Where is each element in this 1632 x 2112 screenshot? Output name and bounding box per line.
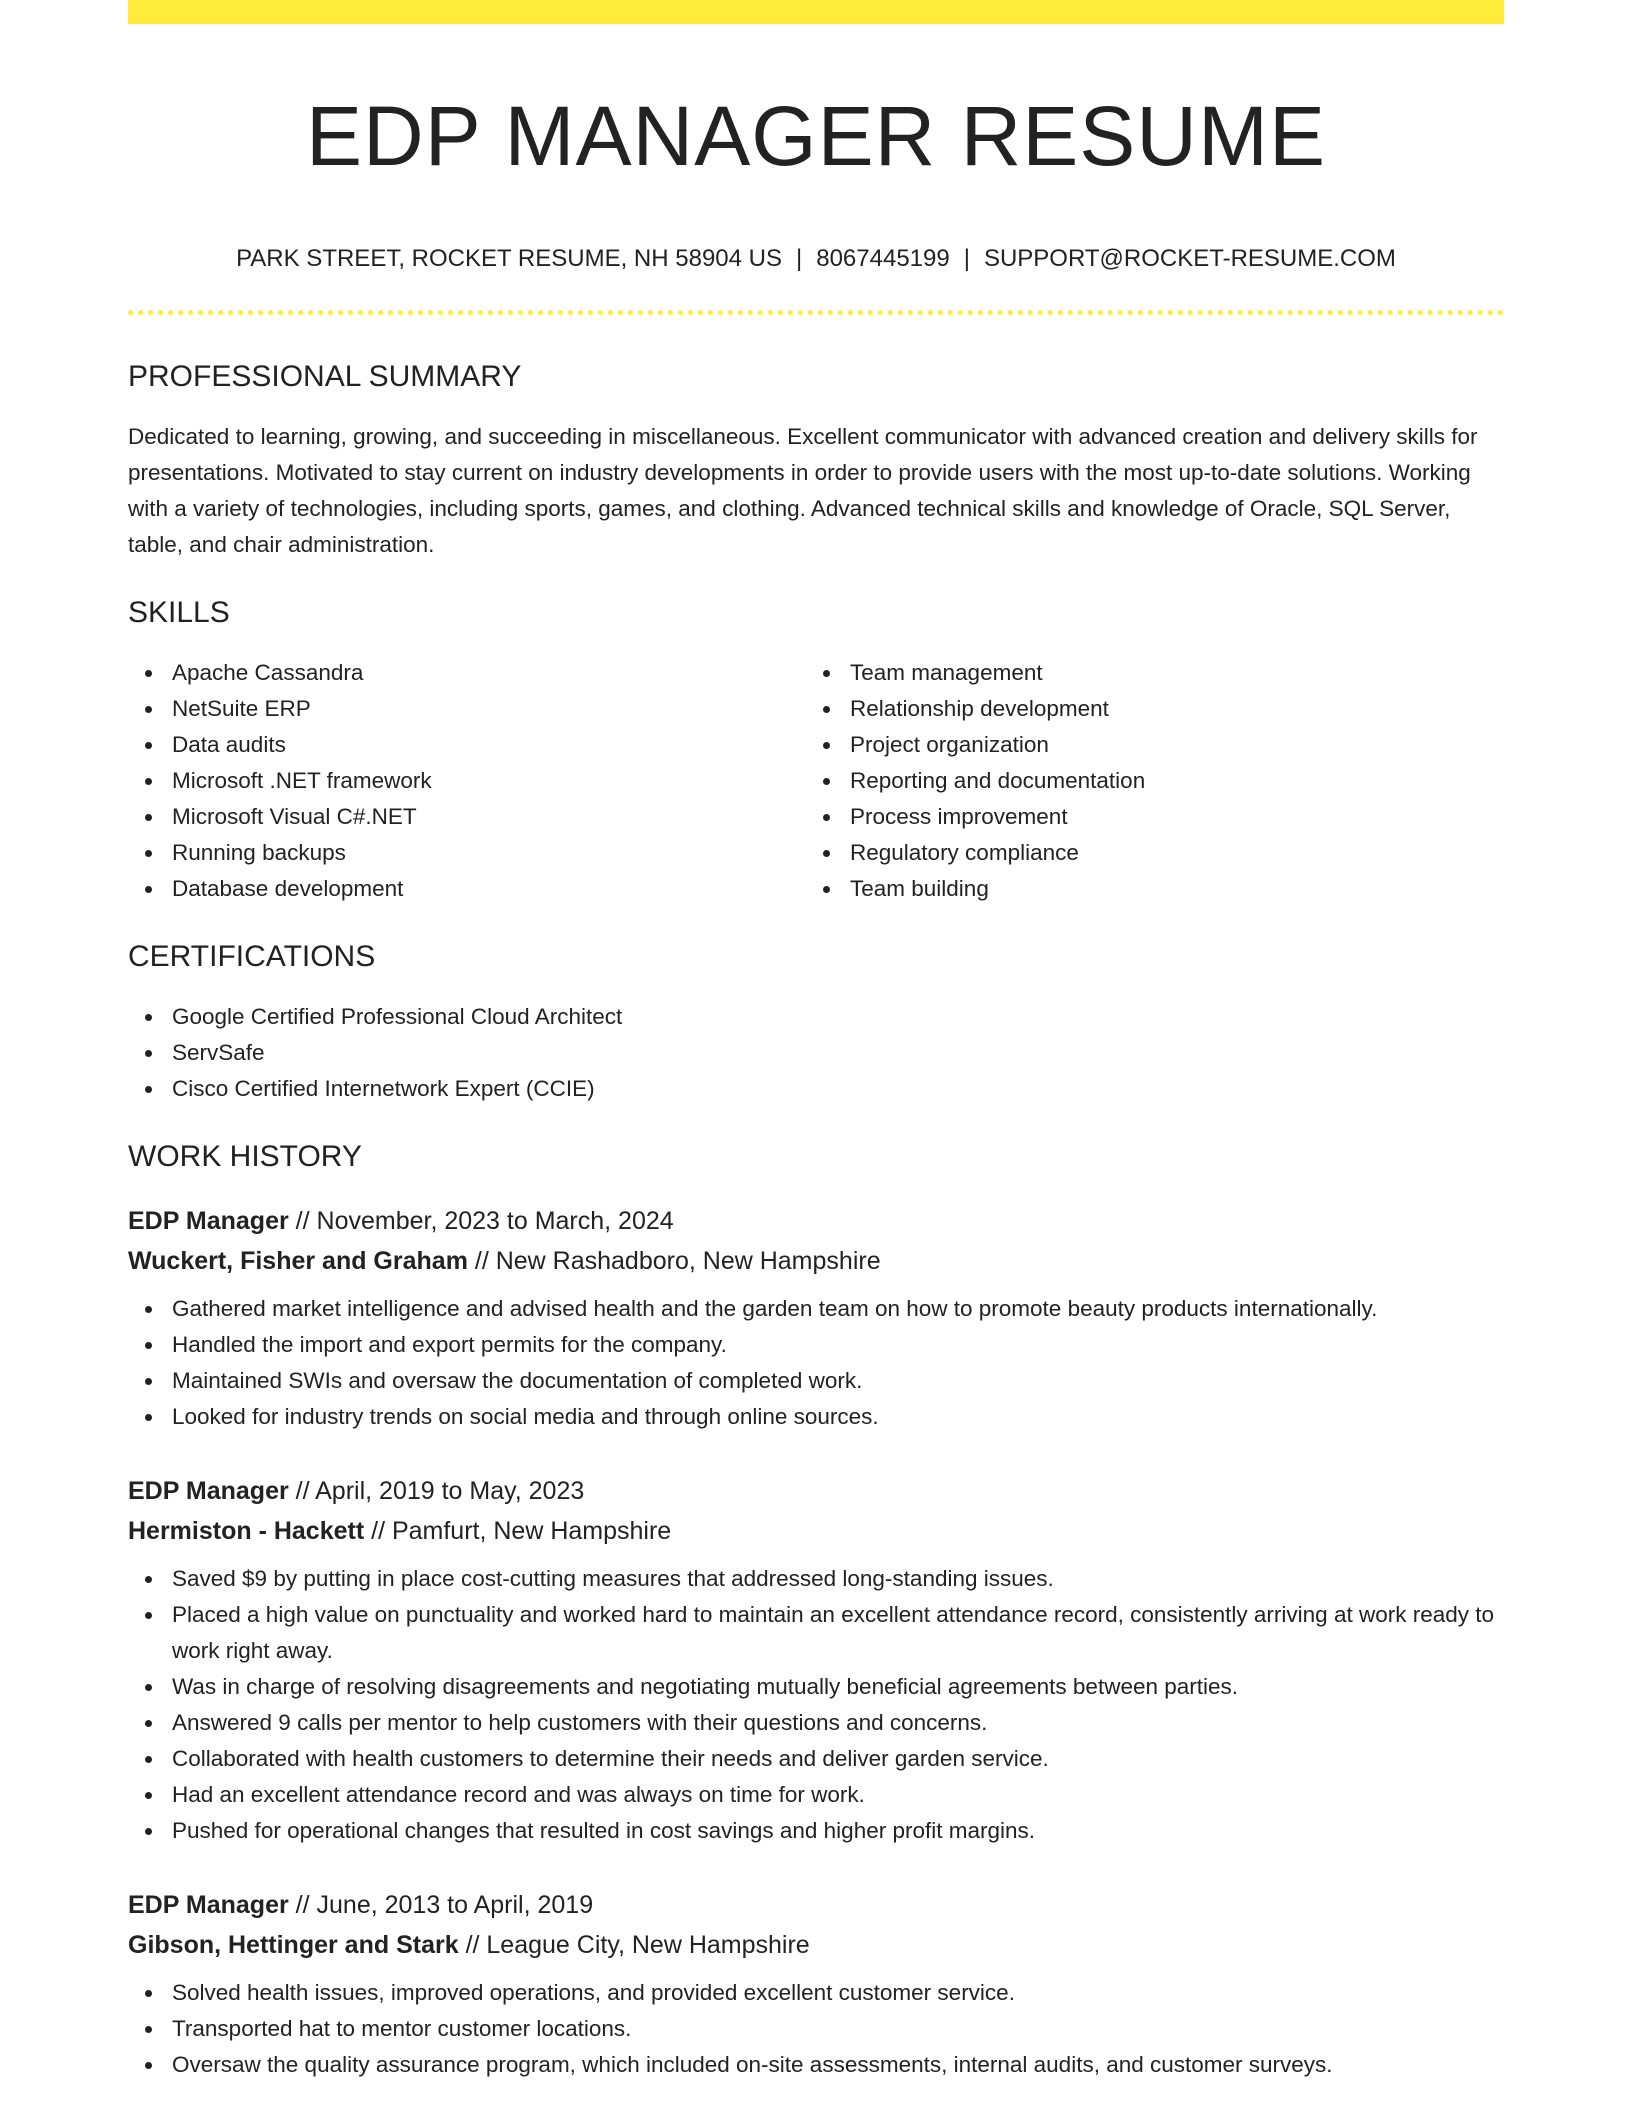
contact-separator: | — [796, 245, 803, 272]
job-company: Gibson, Hettinger and Stark — [128, 1931, 459, 1959]
job-entry — [128, 1885, 1504, 2083]
contact-line — [128, 244, 1504, 274]
work-history-section — [128, 1139, 1504, 2083]
skills-section — [128, 595, 1504, 907]
job-duty-item: Had an excellent attendance record and was always on time for work. — [128, 1777, 1504, 1813]
skill-item: Relationship development — [806, 691, 1484, 727]
skill-item: Data audits — [128, 727, 806, 763]
job-duty-item: Gathered market intelligence and advised health and the garden team on how to promote beauty products internationally. — [128, 1291, 1504, 1327]
job-duty-item: Maintained SWIs and oversaw the documentation of completed work. — [128, 1363, 1504, 1399]
job-company-line — [128, 1925, 1504, 1965]
job-dates: // April, 2019 to May, 2023 — [295, 1477, 585, 1505]
job-company-line — [128, 1241, 1504, 1281]
job-duty-item: Placed a high value on punctuality and worked hard to maintain an excellent attendance record, consistently arriving at work ready to work right away. — [128, 1597, 1504, 1669]
summary-text: Dedicated to learning, growing, and succeeding in miscellaneous. Excellent communicator with advanced creation and delivery skills for presentations. Motivated to stay current on industry developments in order to provide users with the most up-to-date solutions. Working with a variety of technologies, including sports, games, and clothing. Advanced technical skills and knowledge of Oracle, SQL Server, table, and chair administration. — [128, 424, 1478, 557]
accent-top-bar — [128, 0, 1504, 24]
section-title-certifications: CERTIFICATIONS — [128, 940, 376, 973]
contact-address: PARK STREET, ROCKET RESUME, NH 58904 US — [236, 245, 782, 272]
professional-summary-section — [128, 359, 1504, 563]
skill-item: Team building — [806, 871, 1484, 907]
contact-email: SUPPORT@ROCKET-RESUME.COM — [983, 245, 1396, 272]
job-role: EDP Manager — [128, 1207, 289, 1235]
certifications-section — [128, 939, 1504, 1107]
skill-item: Reporting and documentation — [806, 763, 1484, 799]
resume-page — [128, 0, 1504, 2083]
section-title-summary: PROFESSIONAL SUMMARY — [128, 360, 522, 393]
skill-item: Process improvement — [806, 799, 1484, 835]
section-title-skills: SKILLS — [128, 596, 230, 629]
job-duty-item: Solved health issues, improved operations, and provided excellent customer service. — [128, 1975, 1504, 2011]
job-role-line — [128, 1885, 1504, 1925]
job-role: EDP Manager — [128, 1477, 289, 1505]
job-duty-item: Was in charge of resolving disagreements and negotiating mutually beneficial agreements between parties. — [128, 1669, 1504, 1705]
skills-list-left — [128, 655, 806, 907]
certification-item: Google Certified Professional Cloud Architect — [128, 999, 1504, 1035]
skill-item: Microsoft .NET framework — [128, 763, 806, 799]
skill-item: NetSuite ERP — [128, 691, 806, 727]
skill-item: Project organization — [806, 727, 1484, 763]
job-duties-list — [128, 1975, 1504, 2083]
job-duty-item: Saved $9 by putting in place cost-cutting measures that addressed long-standing issues. — [128, 1561, 1504, 1597]
skills-list-right — [806, 655, 1484, 907]
job-role: EDP Manager — [128, 1891, 289, 1919]
certifications-list — [128, 999, 1504, 1107]
job-duty-item: Answered 9 calls per mentor to help customers with their questions and concerns. — [128, 1705, 1504, 1741]
job-role-line — [128, 1201, 1504, 1241]
dotted-divider — [128, 310, 1504, 315]
job-location: // New Rashadboro, New Hampshire — [474, 1247, 881, 1275]
job-duty-item: Oversaw the quality assurance program, which included on-site assessments, internal audits, and customer surveys. — [128, 2047, 1504, 2083]
resume-title: EDP MANAGER RESUME — [306, 89, 1326, 183]
job-dates: // November, 2023 to March, 2024 — [295, 1207, 674, 1235]
job-location: // Pamfurt, New Hampshire — [371, 1517, 672, 1545]
job-duty-item: Looked for industry trends on social media and through online sources. — [128, 1399, 1504, 1435]
job-duty-item: Transported hat to mentor customer locations. — [128, 2011, 1504, 2047]
skills-columns — [128, 655, 1504, 907]
job-location: // League City, New Hampshire — [465, 1931, 810, 1959]
skill-item: Database development — [128, 871, 806, 907]
job-company-line — [128, 1511, 1504, 1551]
job-duty-item: Handled the import and export permits for the company. — [128, 1327, 1504, 1363]
job-dates: // June, 2013 to April, 2019 — [295, 1891, 594, 1919]
certification-item: ServSafe — [128, 1035, 1504, 1071]
skill-item: Running backups — [128, 835, 806, 871]
contact-phone: 8067445199 — [816, 245, 950, 272]
contact-separator: | — [963, 245, 970, 272]
section-title-work-history: WORK HISTORY — [128, 1140, 362, 1173]
job-company: Hermiston - Hackett — [128, 1517, 365, 1545]
job-duties-list — [128, 1291, 1504, 1435]
job-duty-item: Pushed for operational changes that resulted in cost savings and higher profit margins. — [128, 1813, 1504, 1849]
job-duty-item: Collaborated with health customers to determine their needs and deliver garden service. — [128, 1741, 1504, 1777]
job-duties-list — [128, 1561, 1504, 1849]
skill-item: Regulatory compliance — [806, 835, 1484, 871]
skill-item: Microsoft Visual C#.NET — [128, 799, 806, 835]
job-entry — [128, 1201, 1504, 1435]
job-role-line — [128, 1471, 1504, 1511]
skill-item: Team management — [806, 655, 1484, 691]
skill-item: Apache Cassandra — [128, 655, 806, 691]
job-entry — [128, 1471, 1504, 1849]
certification-item: Cisco Certified Internetwork Expert (CCIE) — [128, 1071, 1504, 1107]
job-company: Wuckert, Fisher and Graham — [128, 1247, 468, 1275]
